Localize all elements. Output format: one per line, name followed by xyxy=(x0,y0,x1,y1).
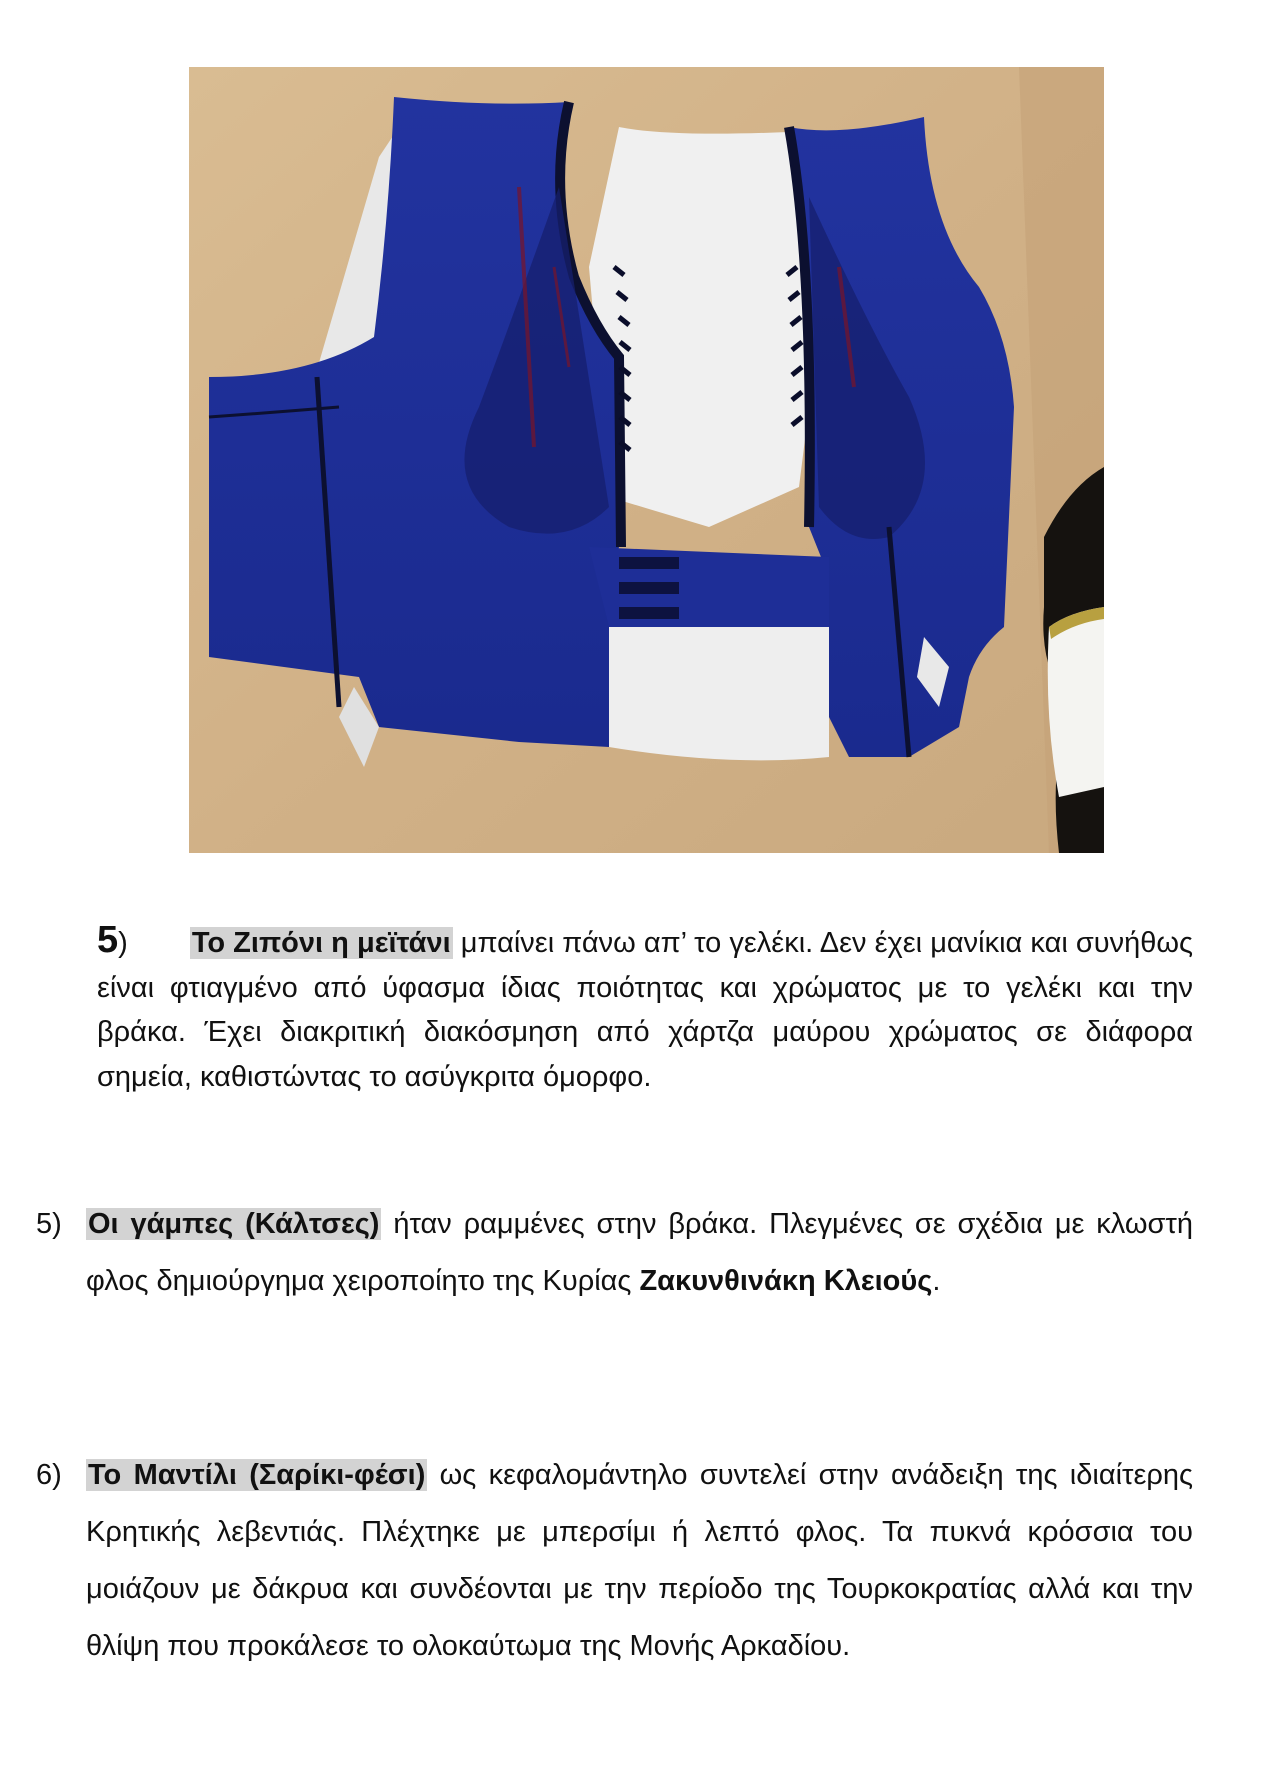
section-text xyxy=(86,1447,1193,1675)
section-body: ήταν ραμμένες στην βράκα. Πλεγμένες σε σχέδια με κλωστή φλος δημιούργημα χειροποίητο της Κυρίας xyxy=(86,1208,1193,1297)
section-title-highlight: Το Ζιπόνι η μεϊτάνι xyxy=(191,927,451,959)
section-title-highlight: Οι γάμπες (Κάλτσες) xyxy=(88,1208,380,1240)
vest-photo xyxy=(189,67,1104,853)
maker-name: Ζακυνθινάκη Κλειούς xyxy=(639,1265,933,1297)
list-marker: 5) xyxy=(36,1208,62,1240)
section-zipouni xyxy=(97,918,1193,1099)
list-marker: 6) xyxy=(36,1459,62,1491)
section-body: μπαίνει πάνω απ’ το γελέκι. Δεν έχει μανίκια και συνήθως είναι φτιαγμένο από ύφασμα ίδιας ποιότητας και χρώματος με το γελέκι και την βράκα. Έχει διακριτική διακόσμηση από χάρτζα μαύρου χρώματος σε διάφορα σημεία, καθιστώντας το ασύγκριτα όμορφο. xyxy=(97,927,1193,1093)
section-number: 5 xyxy=(97,919,119,961)
section-mantili xyxy=(36,1447,1193,1675)
section-tail: . xyxy=(932,1265,941,1297)
section-gampes xyxy=(36,1196,1193,1310)
section-text xyxy=(86,1196,1193,1310)
vest-illustration xyxy=(189,67,1104,853)
section-title-highlight: Το Μαντίλι (Σαρίκι-φέσι) xyxy=(88,1459,426,1491)
section-body: ως κεφαλομάντηλο συντελεί στην ανάδειξη της ιδιαίτερης Κρητικής λεβεντιάς. Πλέχτηκε με μπερσίμι ή λεπτό φλος. Τα πυκνά κρόσσια του μοιάζουν με δάκρυα και συνδέονται με την περίοδο της Τουρκοκρατίας αλλά και την θλίψη που προκάλεσε το ολοκαύτωμα της Μονής Αρκαδίου. xyxy=(86,1459,1194,1662)
section-number-paren: ) xyxy=(118,927,128,959)
